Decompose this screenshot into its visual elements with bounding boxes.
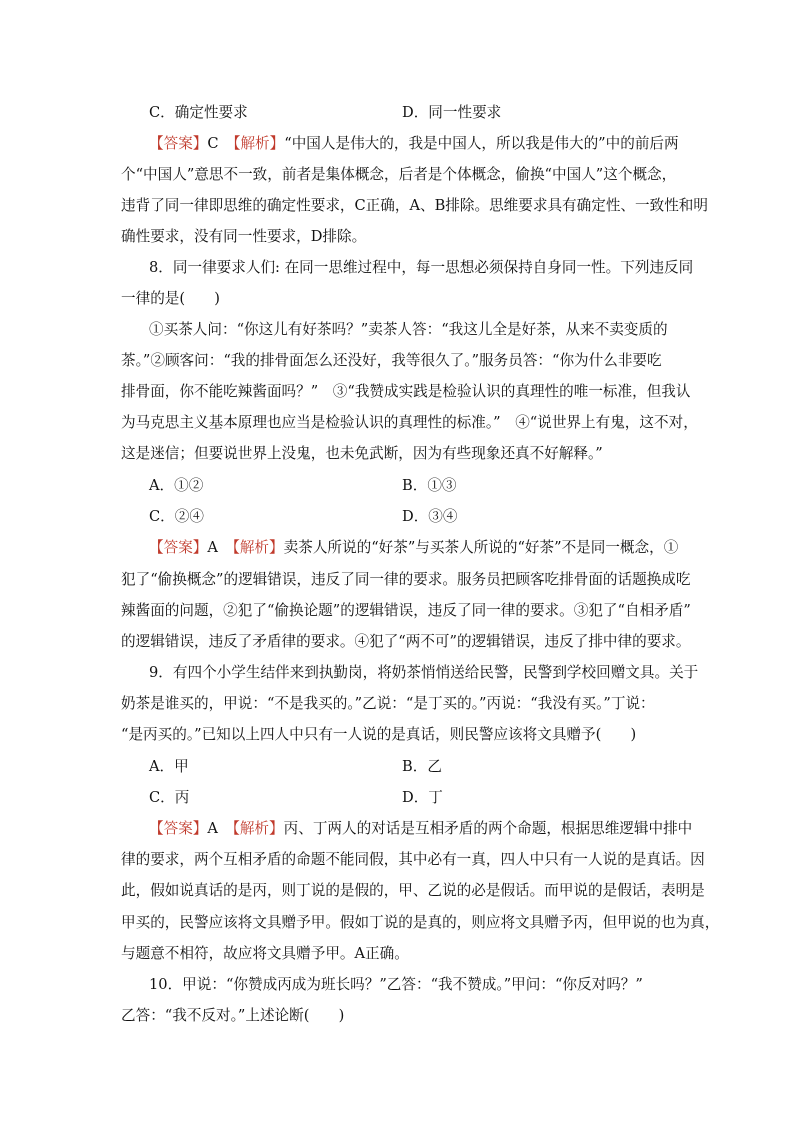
analysis-tag: 【解析】 — [233, 135, 285, 152]
answer-value: C — [207, 135, 219, 152]
q10-stem-line-2: 乙答：“我不反对。”上述论断( ) — [121, 1007, 345, 1024]
q8-material-line-2: 茶。”②顾客问：“我的排骨面怎么还没好，我等很久了。”服务员答：“你为什么非要吃 — [121, 352, 662, 369]
q9-stem-line-3: “是丙买的。”已知以上四人中只有一人说的是真话，则民警应该将文具赠予( ) — [121, 726, 637, 743]
answer-tag: 【答案】 — [149, 135, 208, 152]
q8-analysis-line-2: 犯了“偷换概念”的逻辑错误，违反了同一律的要求。服务员把顾客吃排骨面的话题换成吃 — [121, 571, 691, 588]
q9-option-d: D．丁 — [402, 789, 443, 806]
q8-option-a: A．①② — [149, 477, 204, 494]
q9-option-a: A．甲 — [149, 758, 189, 775]
q7-analysis-line-3: 违背了同一律即思维的确定性要求，C正确，A、B排除。思维要求具有确定性、一致性和明 — [121, 197, 708, 214]
q9-option-b: B．乙 — [402, 758, 442, 775]
q9-analysis-line-5: 与题意不相符，故应将文具赠予甲。A正确。 — [121, 945, 409, 962]
q8-stem-line-1: 8．同一律要求人们: 在同一思维过程中，每一思想必须保持自身同一性。下列违反同 — [149, 259, 694, 276]
q8-analysis-line-4: 的逻辑错误，违反了矛盾律的要求。④犯了“两不可”的逻辑错误，违反了排中律的要求。 — [121, 633, 691, 650]
q9-analysis-line-3: 此，假如说真话的是丙，则丁说的是假的，甲、乙说的必是假话。而甲说的是假话，表明是 — [121, 882, 705, 899]
answer-tag: 【答案】 — [149, 820, 208, 837]
q7-option-d: D．同一性要求 — [402, 104, 502, 121]
q8-material-line-5: 这是迷信；但要说世界上没鬼，也未免武断，因为有些现象还真不好解释。” — [121, 445, 603, 462]
q8-material-line-1: ①买茶人问：“你这儿有好茶吗？”卖茶人答：“我这儿全是好茶，从来不卖变质的 — [149, 321, 668, 338]
analysis-text: “中国人是伟大的，我是中国人，所以我是伟大的”中的前后两 — [284, 135, 679, 152]
analysis-text: 卖茶人所说的“好茶”与买茶人所说的“好茶”不是同一概念，① — [283, 539, 679, 556]
q7-option-c: C．确定性要求 — [149, 104, 248, 121]
q9-stem-line-1: 9．有四个小学生结伴来到执勤岗，将奶茶悄悄送给民警，民警到学校回赠文具。关于 — [149, 664, 699, 681]
q8-option-b: B．①③ — [402, 477, 457, 494]
analysis-tag: 【解析】 — [232, 820, 284, 837]
answer-tag: 【答案】 — [149, 539, 208, 556]
q8-material-line-4: 为马克思主义基本原理也应当是检验认识的真理性的标准。” ④“说世界上有鬼，这不对， — [121, 414, 698, 431]
q9-option-c: C．丙 — [149, 789, 190, 806]
q8-stem-line-2: 一律的是( ) — [121, 290, 220, 307]
q8-material-line-3: 排骨面，你不能吃辣酱面吗？” ③“我赞成实践是检验认识的真理性的唯一标准，但我认 — [121, 383, 691, 400]
q10-stem-line-1: 10．甲说：“你赞成丙成为班长吗？”乙答：“我不赞成。”甲问：“你反对吗？” — [149, 976, 643, 993]
q9-analysis-line-4: 甲买的，民警应该将文具赠予甲。假如丁说的是真的，则应将文具赠予丙，但甲说的也为真， — [121, 914, 720, 931]
analysis-tag: 【解析】 — [232, 539, 284, 556]
analysis-text: 丙、丁两人的对话是互相矛盾的两个命题，根据思维逻辑中排中 — [283, 820, 693, 837]
answer-value: A — [207, 539, 218, 556]
q7-analysis-line-4: 确性要求，没有同一性要求，D排除。 — [121, 228, 367, 245]
q9-answer-line-1 — [149, 819, 709, 839]
q9-analysis-line-2: 律的要求，两个互相矛盾的命题不能同假，其中必有一真，四人中只有一人说的是真话。因 — [121, 851, 705, 868]
q8-option-c: C．②④ — [149, 508, 204, 525]
q8-answer-line-1 — [149, 538, 709, 558]
q7-analysis-line-2: 个“中国人”意思不一致，前者是集体概念，后者是个体概念，偷换“中国人”这个概念， — [121, 166, 677, 183]
q7-answer-line-1 — [149, 134, 709, 154]
q8-analysis-line-3: 辣酱面的问题，②犯了“偷换论题”的逻辑错误，违反了同一律的要求。③犯了“自相矛盾” — [121, 602, 691, 619]
answer-value: A — [207, 820, 218, 837]
q8-option-d: D．③④ — [402, 508, 458, 525]
q9-stem-line-2: 奶茶是谁买的，甲说：“不是我买的。”乙说：“是丁买的。”丙说：“我没有买。”丁说： — [121, 695, 655, 712]
